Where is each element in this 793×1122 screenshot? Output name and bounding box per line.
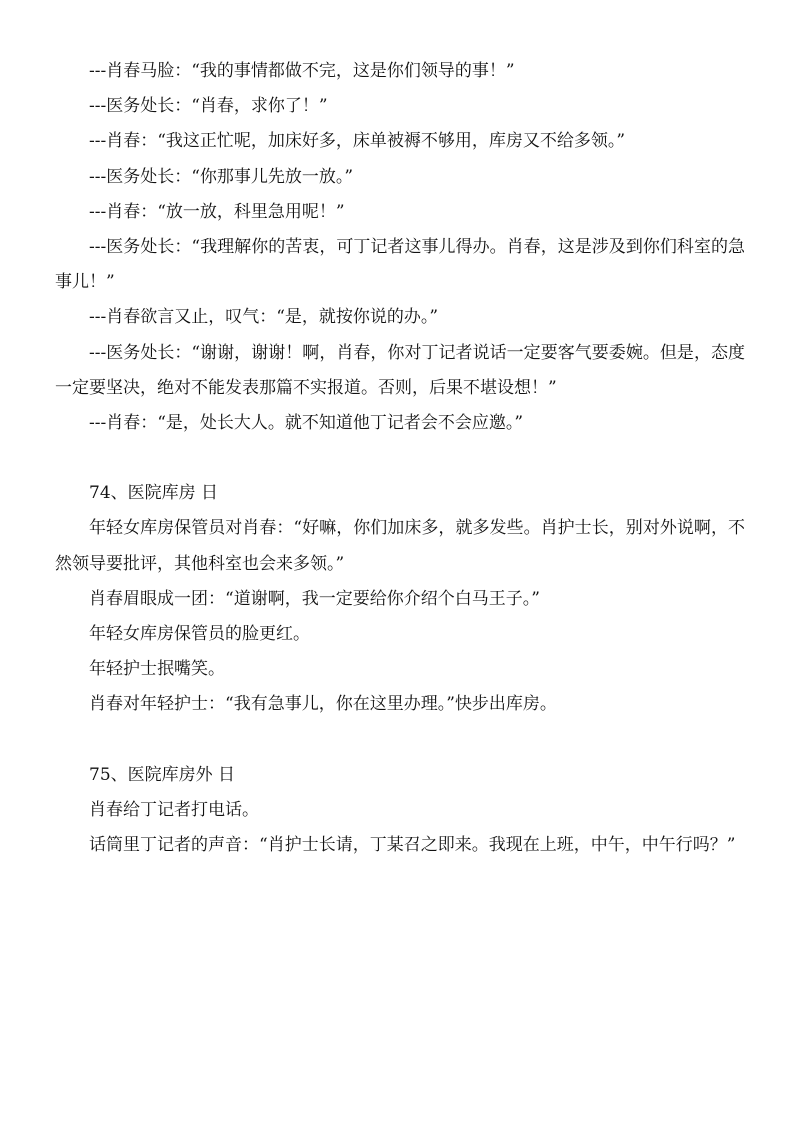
scene-paragraph: 肖春眉眼成一团：“道谢啊，我一定要给你介绍个白马王子。”	[89, 588, 540, 609]
dialogue-line: ---肖春：“是，处长大人。就不知道他丁记者会不会应邀。”	[89, 413, 524, 434]
scene-heading-75: 75、医院库房外 日	[89, 764, 236, 785]
scene-paragraph: 肖春对年轻护士：“我有急事儿，你在这里办理。”快步出库房。	[89, 694, 557, 715]
dialogue-line: ---医务处长：“我理解你的苦衷，可丁记者这事儿得办。肖春，这是涉及到你们科室的急事儿！”	[55, 237, 745, 293]
dialogue-line: ---医务处长：“谢谢，谢谢！啊，肖春，你对丁记者说话一定要客气要委婉。但是，态度一定要坚决，绝对不能发表那篇不实报道。否则，后果不堪设想！”	[55, 342, 745, 398]
dialogue-line: ---肖春马脸：“我的事情都做不完，这是你们领导的事！”	[89, 61, 515, 81]
dialogue-line: ---肖春：“放一放，科里急用呢！”	[89, 201, 345, 222]
dialogue-line: ---医务处长：“肖春，求你了！”	[89, 96, 328, 117]
dialogue-line: ---肖春欲言又止，叹气：“是，就按你说的办。”	[89, 307, 439, 328]
scene-paragraph: 年轻女库房保管员的脸更红。	[89, 624, 310, 645]
scene-paragraph: 肖春给丁记者打电话。	[89, 799, 259, 820]
scene-paragraph: 年轻女库房保管员对肖春：“好嘛，你们加床多，就多发些。肖护士长，别对外说啊，不然领导要批评，其他科室也会来多领。”	[55, 518, 745, 574]
scene-heading-74: 74、医院库房 日	[89, 483, 219, 504]
scene-paragraph: 年轻护士抿嘴笑。	[89, 659, 225, 680]
scene-paragraph: 话筒里丁记者的声音：“肖护士长请，丁某召之即来。我现在上班，中午，中午行吗？”	[89, 835, 736, 856]
document-body	[55, 54, 745, 863]
dialogue-line: ---肖春：“我这正忙呢，加床好多，床单被褥不够用，库房又不给多领。”	[89, 131, 626, 152]
dialogue-line: ---医务处长：“你那事儿先放一放。”	[89, 166, 354, 187]
